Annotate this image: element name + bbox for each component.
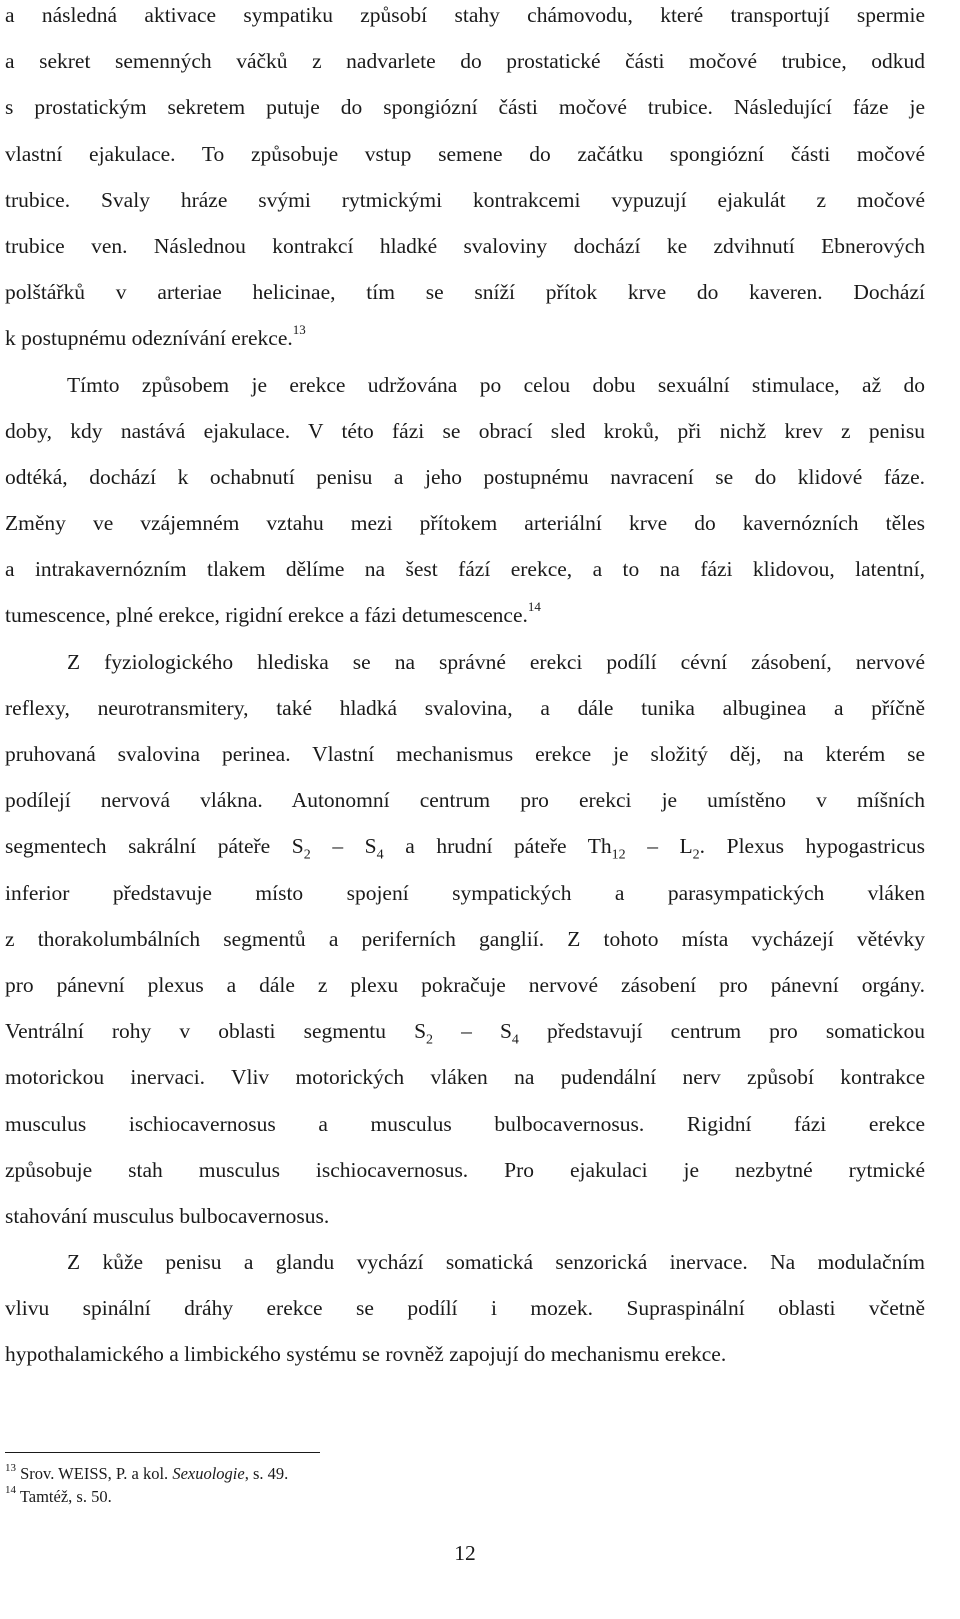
subscript: 2 (692, 847, 700, 863)
text-run: Z kůže penisu a glandu vychází somatická senzorická inervace. Na modulačním (67, 1250, 925, 1275)
text-line (5, 1054, 925, 1100)
paragraph-start-line (5, 1239, 925, 1285)
footnote-reference: 13 (292, 322, 306, 338)
footnote-text: Srov. WEISS, P. a kol. (20, 1464, 173, 1483)
text-run: – S (433, 1019, 512, 1044)
text-line (5, 269, 925, 315)
text-run: – S (310, 834, 377, 859)
text-run: vlivu spinální dráhy erekce se podílí i mozek. Supraspinální oblasti včetně (5, 1296, 925, 1321)
text-run: polštářků v arteriae helicinae, tím se sníží přítok krve do kaveren. Dochází (5, 280, 925, 305)
text-line (5, 777, 925, 823)
text-run: tumescence, plné erekce, rigidní erekce a fázi detumescence. (5, 603, 528, 628)
footnote-number: 13 (5, 1461, 16, 1474)
text-run: s prostatickým sekretem putuje do spongiózní části močové trubice. Následující fáze je (5, 95, 925, 120)
text-run: pruhovaná svalovina perinea. Vlastní mechanismus erekce je složitý děj, na kterém se (5, 742, 925, 766)
footnote (5, 1463, 905, 1486)
text-line (5, 546, 925, 592)
text-run: Změny ve vzájemném vztahu mezi přítokem arteriální krve do kavernózních těles (5, 511, 925, 536)
text-run: k postupnému odeznívání erekce. (5, 326, 293, 351)
text-run: Ventrální rohy v oblasti segmentu S (5, 1019, 427, 1044)
text-line (5, 500, 925, 546)
footnote-number: 14 (5, 1484, 16, 1496)
text-line (5, 685, 925, 731)
text-run: segmentech sakrální páteře S (5, 834, 304, 859)
text-line (5, 454, 925, 500)
subscript: 4 (376, 847, 384, 863)
text-line (5, 38, 925, 84)
text-line (5, 131, 925, 177)
footnote-book-title: Sexuologie (172, 1464, 245, 1483)
text-run: a intrakavernózním tlakem dělíme na šest fází erekce, a to na fázi klidovou, latentní, (5, 557, 925, 582)
text-line (5, 84, 925, 130)
paragraph-start-line (5, 362, 925, 408)
text-line (5, 1008, 925, 1054)
text-run: odtéká, dochází k ochabnutí penisu a jeho postupnému navracení se do klidové fáze. (5, 464, 925, 489)
text-run: hypothalamického a limbického systému se rovněž zapojují do mechanismu erekce. (5, 1342, 727, 1367)
text-run: motorickou inervaci. Vliv motorických vláken na pudendální nerv způsobí kontrakce (5, 1065, 925, 1090)
text-run: a sekret semenných váčků z nadvarlete do prostatické části močové trubice, odkud (5, 49, 925, 74)
paragraph-start-line (5, 639, 925, 685)
text-line (5, 177, 925, 223)
text-run: z thorakolumbálních segmentů a periferních ganglií. Z tohoto místa vycházejí větévky (5, 926, 925, 951)
subscript: 2 (426, 1032, 434, 1048)
text-run: Z fyziologického hlediska se na správné erekci podílí cévní zásobení, nervové (67, 649, 925, 674)
footnote-reference: 14 (527, 599, 541, 615)
footnote-text: Tamtéž, s. 50. (19, 1486, 112, 1506)
text-line (5, 1147, 925, 1193)
text-line (5, 1193, 925, 1239)
text-run: způsobuje stah musculus ischiocavernosus. Pro ejakulaci je nezbytné rytmické (5, 1157, 925, 1182)
text-line (5, 823, 925, 869)
subscript: 12 (611, 847, 626, 863)
text-run: představují centrum pro somatickou (518, 1019, 925, 1044)
text-line (5, 870, 925, 916)
text-line (5, 592, 925, 638)
footnote-page-ref: , s. 49. (244, 1464, 289, 1483)
text-run: reflexy, neurotransmitery, také hladká svalovina, a dále tunika albuginea a příčně (5, 695, 925, 720)
text-run: doby, kdy nastává ejakulace. V této fázi se obrací sled kroků, při nichž krev z penisu (5, 418, 925, 443)
text-line (5, 223, 925, 269)
text-line (5, 315, 925, 361)
text-run: a následná aktivace sympatiku způsobí stahy chámovodu, které transportují spermie (5, 3, 925, 27)
text-run: inferior představuje místo spojení sympatických a parasympatických vláken (5, 880, 925, 905)
text-run: podílejí nervová vlákna. Autonomní centrum pro erekci je umístěno v míšních (5, 788, 925, 813)
subscript: 2 (303, 847, 311, 863)
text-run: – L (625, 834, 693, 859)
text-line (5, 962, 925, 1008)
text-run: trubice. Svaly hráze svými rytmickými kontrakcemi vypuzují ejakulát z močové (5, 187, 925, 212)
text-line (5, 1285, 925, 1331)
body-text (5, 0, 925, 1378)
text-line (5, 916, 925, 962)
footnote (5, 1486, 905, 1509)
text-run: Tímto způsobem je erekce udržována po celou dobu sexuální stimulace, až do (67, 372, 925, 397)
text-line (5, 408, 925, 454)
text-run: pro pánevní plexus a dále z plexu pokračuje nervové zásobení pro pánevní orgány. (5, 972, 925, 997)
text-run: musculus ischiocavernosus a musculus bulbocavernosus. Rigidní fázi erekce (5, 1111, 925, 1136)
text-run: trubice ven. Následnou kontrakcí hladké svaloviny dochází ke zdvihnutí Ebnerových (5, 233, 925, 258)
text-run: . Plexus hypogastricus (699, 834, 925, 859)
text-run: a hrudní páteře Th (383, 834, 612, 859)
subscript: 4 (511, 1032, 519, 1048)
footnote-separator (5, 1452, 320, 1453)
footnotes (5, 1463, 905, 1508)
text-line (5, 0, 925, 38)
text-line (5, 1331, 925, 1377)
text-run: stahování musculus bulbocavernosus. (5, 1203, 330, 1228)
text-run: vlastní ejakulace. To způsobuje vstup semene do začátku spongiózní části močové (5, 141, 925, 166)
text-line (5, 1101, 925, 1147)
page-number: 12 (454, 1541, 476, 1565)
text-line (5, 731, 925, 777)
